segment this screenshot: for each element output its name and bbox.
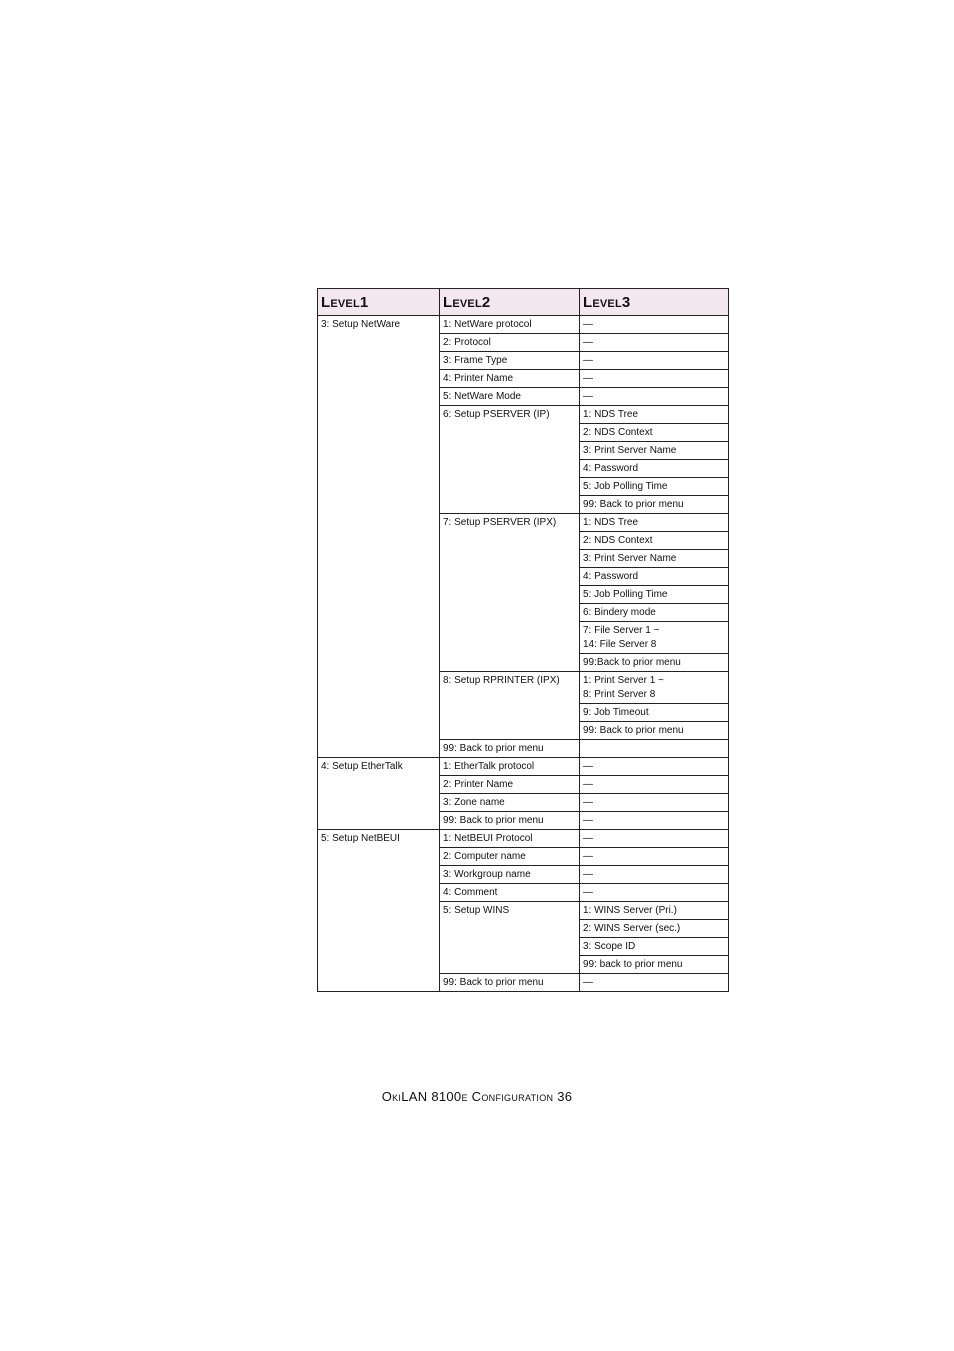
level2-cell: 4: Printer Name — [440, 370, 580, 388]
level3-cell: 2: WINS Server (sec.) — [580, 920, 729, 938]
level2-cell: 2: Protocol — [440, 334, 580, 352]
level3-cell: 3: Print Server Name — [580, 550, 729, 568]
level3-cell: 99: Back to prior menu — [580, 496, 729, 514]
level3-cell: 99:Back to prior menu — [580, 654, 729, 672]
level3-cell: 6: Bindery mode — [580, 604, 729, 622]
level2-cell: 1: NetBEUI Protocol — [440, 830, 580, 848]
table-row — [318, 316, 729, 334]
level3-cell: — — [580, 848, 729, 866]
level2-cell: 99: Back to prior menu — [440, 740, 580, 758]
level2-cell: 7: Setup PSERVER (IPX) — [440, 514, 580, 672]
level3-cell: — — [580, 758, 729, 776]
level1-cell: 5: Setup NetBEUI — [318, 830, 440, 992]
level2-cell: 1: NetWare protocol — [440, 316, 580, 334]
level3-cell: — — [580, 776, 729, 794]
level3-cell: — — [580, 352, 729, 370]
level2-cell: 6: Setup PSERVER (IP) — [440, 406, 580, 514]
table-row — [318, 758, 729, 776]
level3-cell: — — [580, 974, 729, 992]
page-footer: OkiLAN 8100e Configuration 36 — [381, 1089, 573, 1104]
level2-cell: 3: Zone name — [440, 794, 580, 812]
level2-cell: 8: Setup RPRINTER (IPX) — [440, 672, 580, 740]
level3-cell: 4: Password — [580, 568, 729, 586]
level3-cell: 9: Job Timeout — [580, 704, 729, 722]
level3-cell: — — [580, 830, 729, 848]
level2-cell: 1: EtherTalk protocol — [440, 758, 580, 776]
level2-cell: 5: NetWare Mode — [440, 388, 580, 406]
level3-cell: — — [580, 316, 729, 334]
level2-cell: 3: Workgroup name — [440, 866, 580, 884]
level3-cell: 5: Job Polling Time — [580, 478, 729, 496]
level2-cell: 4: Comment — [440, 884, 580, 902]
level3-cell: 1: NDS Tree — [580, 406, 729, 424]
level3-cell — [580, 740, 729, 758]
header-level2: Level2 — [440, 289, 580, 316]
level2-cell: 99: Back to prior menu — [440, 812, 580, 830]
level1-cell: 4: Setup EtherTalk — [318, 758, 440, 830]
level3-cell: 2: NDS Context — [580, 532, 729, 550]
level3-cell: — — [580, 884, 729, 902]
table-row — [318, 830, 729, 848]
level3-cell: — — [580, 370, 729, 388]
level3-cell: — — [580, 794, 729, 812]
menu-structure-table — [317, 288, 729, 992]
level3-cell: 99: back to prior menu — [580, 956, 729, 974]
level3-cell: — — [580, 388, 729, 406]
header-level3: Level3 — [580, 289, 729, 316]
level3-cell: — — [580, 866, 729, 884]
level3-cell: 99: Back to prior menu — [580, 722, 729, 740]
level3-cell: 2: NDS Context — [580, 424, 729, 442]
level3-cell: 4: Password — [580, 460, 729, 478]
level3-cell: 5: Job Polling Time — [580, 586, 729, 604]
table-header-row — [318, 289, 729, 316]
level2-cell: 3: Frame Type — [440, 352, 580, 370]
table-body — [318, 316, 729, 992]
header-level1: Level1 — [318, 289, 440, 316]
level3-cell: — — [580, 812, 729, 830]
level3-cell: 1: Print Server 1 ~ 8: Print Server 8 — [580, 672, 729, 704]
level3-cell: 3: Print Server Name — [580, 442, 729, 460]
level2-cell: 2: Printer Name — [440, 776, 580, 794]
level3-cell: 3: Scope ID — [580, 938, 729, 956]
level3-cell: 7: File Server 1 ~ 14: File Server 8 — [580, 622, 729, 654]
level3-cell: — — [580, 334, 729, 352]
level2-cell: 2: Computer name — [440, 848, 580, 866]
level3-cell: 1: WINS Server (Pri.) — [580, 902, 729, 920]
level1-cell: 3: Setup NetWare — [318, 316, 440, 758]
level2-cell: 99: Back to prior menu — [440, 974, 580, 992]
level2-cell: 5: Setup WINS — [440, 902, 580, 974]
level3-cell: 1: NDS Tree — [580, 514, 729, 532]
